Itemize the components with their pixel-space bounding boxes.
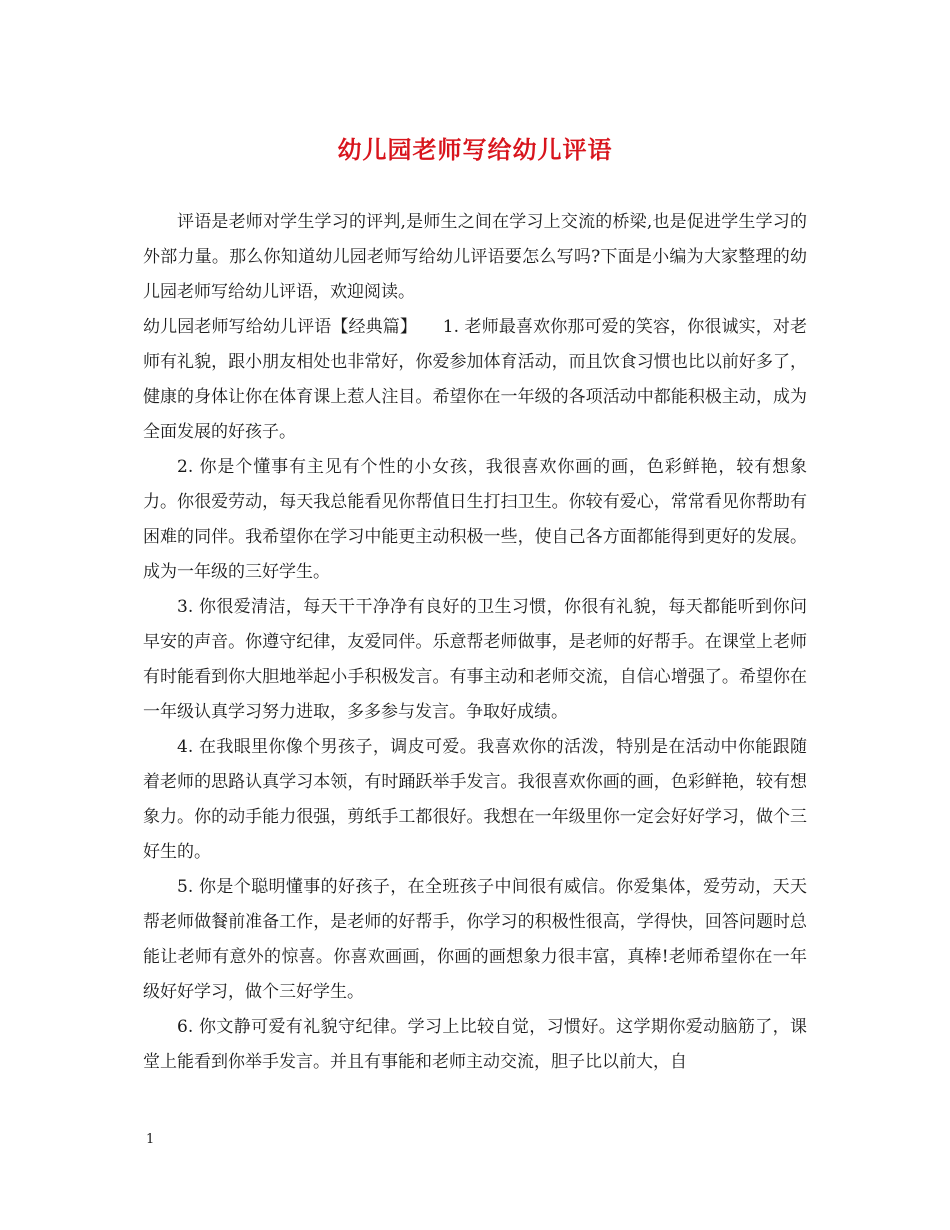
comment-paragraph-5: 5. 你是个聪明懂事的好孩子，在全班孩子中间很有威信。你爱集体，爱劳动，天天帮老师做餐前准备工作，是老师的好帮手，你学习的积极性很高，学得快，回答问题时总能让老师有意外的惊喜。你喜欢画画，你画的画想象力很丰富，真棒!老师希望你在一年级好好学习，做个三好学生。 bbox=[143, 877, 807, 1002]
section-heading-paragraph: 幼儿园老师写给幼儿评语【经典篇】 1. 老师最喜欢你那可爱的笑容，你很诚实，对老师有礼貌，跟小朋友相处也非常好，你爱参加体育活动，而且饮食习惯也比以前好多了，健康的身体让你在体育课上惹人注目。希望你在一年级的各项活动中都能积极主动，成为全面发展的好孩子。 bbox=[143, 317, 807, 442]
comment-paragraph-2: 2. 你是个懂事有主见有个性的小女孩，我很喜欢你画的画，色彩鲜艳，较有想象力。你很爱劳动，每天我总能看见你帮值日生打扫卫生。你较有爱心，常常看见你帮助有困难的同伴。我希望你在学习中能更主动积极一些，使自己各方面都能得到更好的发展。成为一年级的三好学生。 bbox=[143, 457, 807, 582]
page-title: 幼儿园老师写给幼儿评语 bbox=[337, 135, 613, 164]
comment-paragraph-6: 6. 你文静可爱有礼貌守纪律。学习上比较自觉，习惯好。这学期你爱动脑筋了，课堂上能看到你举手发言。并且有事能和老师主动交流，胆子比以前大，自 bbox=[143, 1017, 807, 1072]
page-number: 1 bbox=[146, 1132, 155, 1147]
document-body bbox=[143, 205, 807, 1080]
comment-paragraph-3: 3. 你很爱清洁，每天干干净净有良好的卫生习惯，你很有礼貌，每天都能听到你问早安的声音。你遵守纪律，友爱同伴。乐意帮老师做事，是老师的好帮手。在课堂上老师有时能看到你大胆地举起小手积极发言。有事主动和老师交流，自信心增强了。希望你在一年级认真学习努力进取，多多参与发言。争取好成绩。 bbox=[143, 597, 807, 722]
intro-paragraph: 评语是老师对学生学习的评判,是师生之间在学习上交流的桥梁,也是促进学生学习的外部力量。那么你知道幼儿园老师写给幼儿评语要怎么写吗?下面是小编为大家整理的幼儿园老师写给幼儿评语，欢迎阅读。 bbox=[143, 212, 807, 302]
comment-paragraph-4: 4. 在我眼里你像个男孩子，调皮可爱。我喜欢你的活泼，特别是在活动中你能跟随着老师的思路认真学习本领，有时踊跃举手发言。我很喜欢你画的画，色彩鲜艳，较有想象力。你的动手能力很强，剪纸手工都很好。我想在一年级里你一定会好好学习，做个三好生的。 bbox=[143, 737, 807, 862]
